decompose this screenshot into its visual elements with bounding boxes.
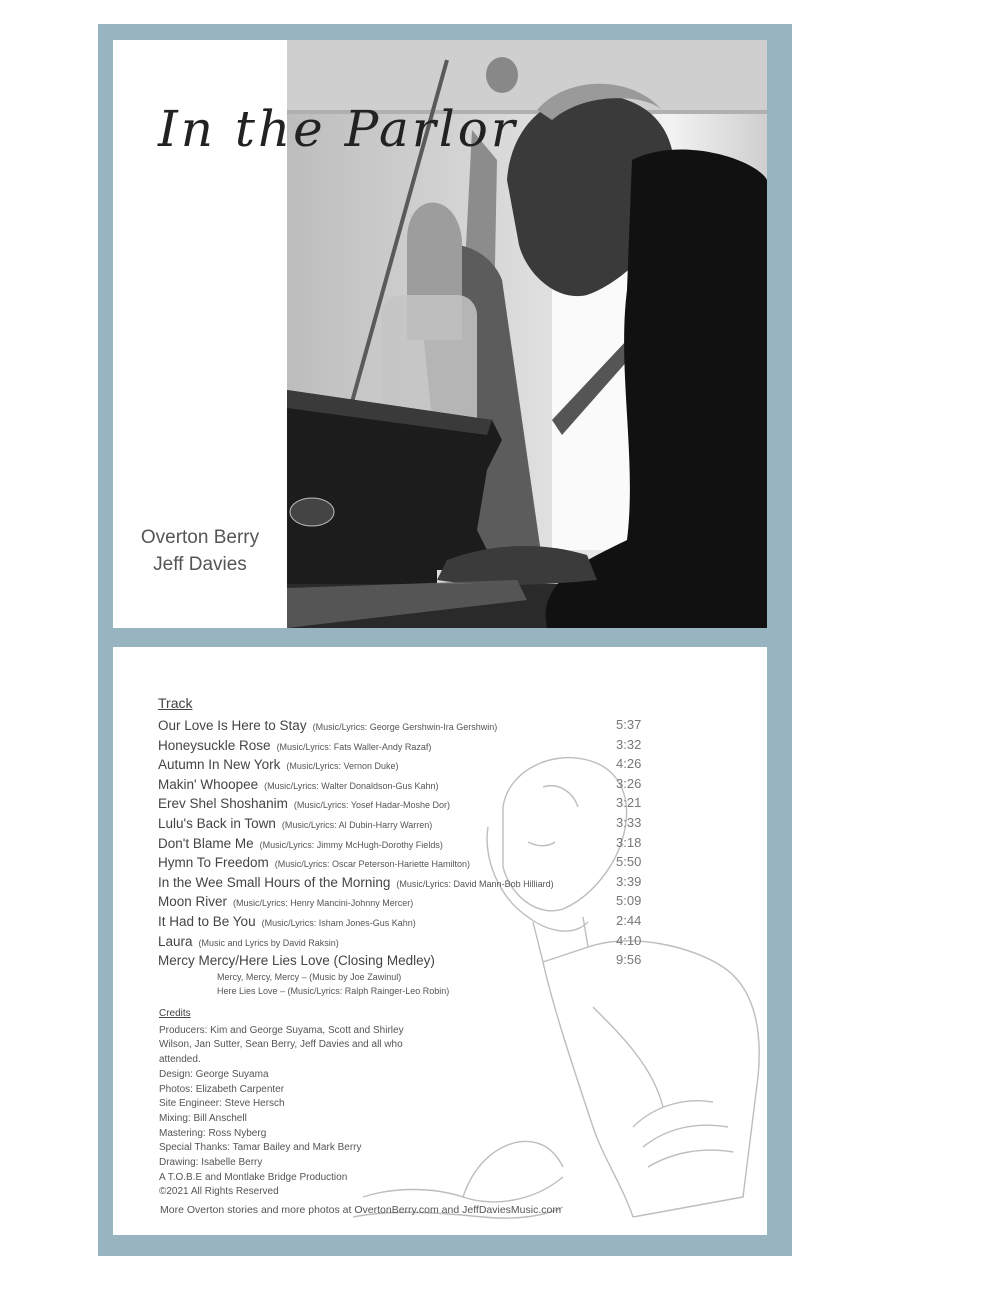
track-credit: (Music/Lyrics: Yosef Hadar-Moshe Dor): [293, 800, 451, 811]
track-title: Hymn To Freedom: [158, 855, 269, 871]
credit-line: Special Thanks: Tamar Bailey and Mark Berry: [159, 1142, 362, 1154]
track-title: It Had to Be You: [158, 913, 256, 929]
track-credit: (Music/Lyrics: Isham Jones-Gus Kahn): [261, 917, 416, 928]
track-time: 4:26: [616, 756, 642, 772]
album-title: In the Parlor: [158, 100, 518, 158]
track-title: Our Love Is Here to Stay: [158, 718, 307, 733]
credit-line: Drawing: Isabelle Berry: [159, 1157, 263, 1169]
track-time: 5:50: [616, 854, 642, 870]
track-row: [158, 933, 758, 953]
website-footer: More Overton stories and more photos at OvertonBerry.com and JeffDaviesMusic.com: [160, 1204, 562, 1216]
credit-line: ©2021 All Rights Reserved: [159, 1186, 279, 1198]
track-credit: (Music/Lyrics: Walter Donaldson-Gus Kahn): [264, 780, 439, 791]
track-title: Erev Shel Shoshanim: [158, 796, 288, 812]
front-cover: [113, 40, 767, 628]
track-row: [158, 952, 758, 972]
track-heading: Track: [158, 695, 193, 711]
credit-line: Producers: Kim and George Suyama, Scott and Shirley: [159, 1024, 404, 1036]
track-row: [158, 854, 758, 874]
track-credit: (Music/Lyrics: Oscar Peterson-Hariette Hamilton): [274, 859, 471, 870]
track-title: Mercy Mercy/Here Lies Love (Closing Medley): [158, 953, 435, 969]
track-credit: (Music and Lyrics by David Raksin): [198, 937, 339, 948]
track-time: 3:39: [616, 873, 642, 889]
medley-line: Mercy, Mercy, Mercy – (Music by Joe Zawinul): [217, 971, 402, 982]
track-title: Makin' Whoopee: [158, 776, 259, 792]
track-credit: (Music/Lyrics: Henry Mancini-Johnny Mercer): [233, 898, 414, 909]
track-credit: (Music/Lyrics: Fats Waller-Andy Razaf): [276, 741, 432, 752]
credits-block: [159, 1007, 459, 1200]
track-time: 9:56: [616, 952, 642, 968]
track-title: Laura: [158, 933, 193, 949]
track-row: [158, 717, 758, 737]
credits-heading: Credits: [159, 1008, 191, 1019]
credit-line: Site Engineer: Steve Hersch: [159, 1098, 285, 1110]
artist-name: Jeff Davies: [153, 554, 247, 575]
credit-line: Photos: Elizabeth Carpenter: [159, 1083, 285, 1095]
track-time: 3:33: [616, 814, 642, 830]
track-row: [158, 795, 758, 815]
artist-names: [113, 524, 287, 578]
track-row: [158, 874, 758, 894]
track-time: 3:32: [616, 736, 642, 752]
track-row: [158, 913, 758, 933]
track-title: Autumn In New York: [158, 757, 281, 773]
track-row: [158, 815, 758, 835]
track-time: 3:26: [616, 775, 642, 791]
track-list: [158, 695, 758, 1000]
track-time: 3:21: [616, 795, 642, 811]
track-row: [158, 893, 758, 913]
credit-line: Wilson, Jan Sutter, Sean Berry, Jeff Davies and all who: [159, 1039, 403, 1051]
credit-line: Design: George Suyama: [159, 1068, 269, 1080]
credit-line: attended.: [159, 1054, 201, 1066]
track-credit: (Music/Lyrics: Jimmy McHugh-Dorothy Fields): [259, 839, 443, 850]
back-cover: [113, 647, 767, 1235]
track-time: 4:10: [616, 932, 642, 948]
track-time: 5:09: [616, 893, 642, 909]
track-title: Don't Blame Me: [158, 835, 254, 851]
track-credit: (Music/Lyrics: Al Dubin-Harry Warren): [281, 819, 433, 830]
track-time: 2:44: [616, 912, 642, 928]
track-title: Moon River: [158, 894, 228, 910]
track-title: Honeysuckle Rose: [158, 737, 271, 753]
track-row: [158, 776, 758, 796]
track-row: [158, 835, 758, 855]
artist-name: Overton Berry: [140, 527, 260, 548]
credit-line: Mastering: Ross Nyberg: [159, 1127, 267, 1139]
track-title: Lulu's Back in Town: [158, 815, 276, 831]
track-title: In the Wee Small Hours of the Morning: [158, 874, 391, 890]
track-row: [158, 737, 758, 757]
medley-line: Here Lies Love – (Music/Lyrics: Ralph Rainger-Leo Robin): [217, 985, 450, 996]
track-time: 5:37: [616, 717, 642, 732]
credit-line: Mixing: Bill Anschell: [159, 1112, 247, 1124]
track-credit: (Music/Lyrics: George Gershwin-Ira Gershwin): [312, 722, 498, 732]
track-time: 3:18: [616, 834, 642, 850]
track-row: [158, 756, 758, 776]
track-credit: (Music/Lyrics: Vernon Duke): [286, 761, 399, 772]
track-credit: (Music/Lyrics: David Mann-Bob Hilliard): [396, 878, 554, 889]
credit-line: A T.O.B.E and Montlake Bridge Production: [159, 1171, 348, 1183]
